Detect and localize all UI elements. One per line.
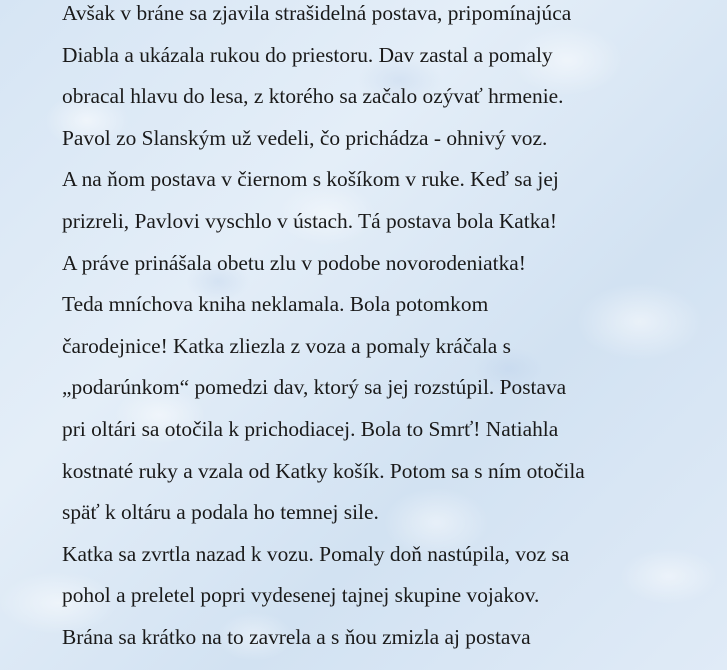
text-line-5: A na ňom postava v čiernom s košíkom v ruke. Keď sa jej — [62, 167, 559, 192]
text-line-12: kostnaté ruky a vzala od Katky košík. Potom sa s ním otočila — [62, 458, 585, 483]
text-line-3: obracal hlavu do lesa, z ktorého sa začalo ozývať hrmenie. — [62, 84, 564, 109]
text-line-14: Katka sa zvrtla nazad k vozu. Pomaly doň nastúpila, voz sa — [62, 541, 570, 566]
text-line-1: Avšak v bráne sa zjavila strašidelná postava, pripomínajúca — [62, 1, 572, 25]
text-line-8: Teda mníchova kniha neklamala. Bola potomkom — [62, 292, 489, 317]
text-line-15: pohol a preletel popri vydesenej tajnej skupine vojakov. — [62, 583, 540, 608]
text-line-9: čarodejnice! Katka zliezla z voza a pomaly kráčala s — [62, 333, 511, 358]
text-line-11: pri oltári sa otočila k prichodiacej. Bola to Smrť! Natiahla — [62, 416, 559, 441]
text-line-6: prizreli, Pavlovi vyschlo v ústach. Tá postava bola Katka! — [62, 208, 558, 233]
text-line-4: Pavol zo Slanským už vedeli, čo prichádza - ohnivý voz. — [62, 125, 548, 150]
text-line-2: Diabla a ukázala rukou do priestoru. Dav zastal a pomaly — [62, 42, 553, 67]
text-line-10: „podarúnkom“ pomedzi dav, ktorý sa jej rozstúpil. Postava — [62, 375, 567, 400]
text-line-7: A práve prinášala obetu zlu v podobe novorodeniatka! — [62, 250, 526, 275]
document-body — [62, 0, 722, 665]
text-line-16: Brána sa krátko na to zavrela a s ňou zmizla aj postava — [62, 624, 531, 649]
text-line-13: späť k oltáru a podala ho temnej sile. — [62, 500, 379, 525]
